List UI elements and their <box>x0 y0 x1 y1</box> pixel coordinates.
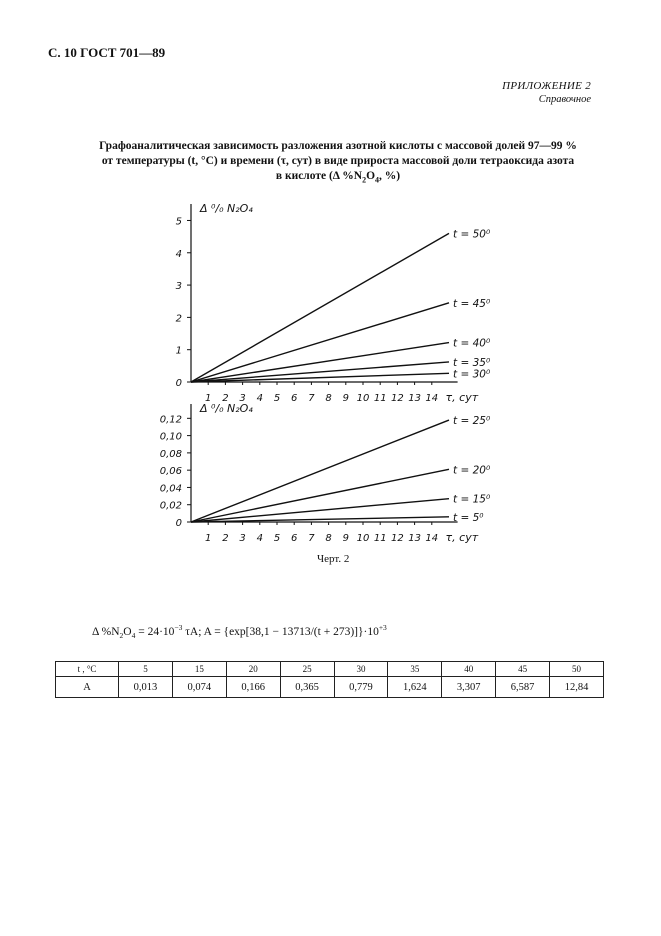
table-cell: 0,365 <box>280 677 334 698</box>
chart1-series-label: t = 50⁰ <box>453 228 491 241</box>
chart2-x-axis-label: τ, сут <box>445 531 479 544</box>
page-header: С. 10 ГОСТ 701—89 <box>48 45 166 60</box>
chart2-y-tick-label: 0,10 <box>159 431 182 443</box>
chart2-series-label: t = 20⁰ <box>453 464 491 477</box>
table-cell: 20 <box>226 662 280 677</box>
chart2-y-tick-label: 0,12 <box>159 414 182 426</box>
chart1-series-label: t = 30⁰ <box>453 368 491 381</box>
chart2-x-tick-label: 11 <box>373 533 387 544</box>
chart1-x-tick-label: 12 <box>391 393 404 404</box>
chart1-y-tick-label: 5 <box>175 216 182 228</box>
table-cell: 40 <box>442 662 496 677</box>
table-cell: 50 <box>550 662 604 677</box>
appendix-label: ПРИЛОЖЕНИЕ 2 <box>502 80 591 92</box>
table-cell: 1,624 <box>388 677 442 698</box>
chart2-series-line <box>191 517 449 522</box>
chart2-y-tick-label: 0,04 <box>159 483 182 495</box>
chart1-x-tick-label: 4 <box>256 393 263 404</box>
table-cell: 25 <box>280 662 334 677</box>
chart1-x-tick-label: 13 <box>408 393 421 404</box>
chart2-x-tick-label: 1 <box>205 533 212 544</box>
chart1-y-tick-label: 3 <box>175 281 182 293</box>
chart1-x-tick-label: 2 <box>222 393 229 404</box>
chart2-x-tick-label: 2 <box>222 533 229 544</box>
title-line-2: от температуры (t, °С) и времени (τ, сут) в виде прироста массовой доли тетраоксида азота <box>101 155 575 167</box>
table-cell: 6,587 <box>496 677 550 698</box>
table-row <box>56 677 604 698</box>
chart2-x-tick-label: 6 <box>291 533 298 544</box>
table-cell: 0,779 <box>334 677 388 698</box>
table-row-label: A <box>56 677 119 698</box>
chart1-x-tick-label: 6 <box>291 393 298 404</box>
chart1-series-line <box>191 343 449 382</box>
chart2-series-line <box>191 499 449 522</box>
table-cell: 12,84 <box>550 677 604 698</box>
chart1-x-tick-label: 1 <box>205 393 212 404</box>
chart1-series-line <box>191 373 449 382</box>
chart2-series-label: t = 15⁰ <box>453 493 491 506</box>
table-cell: 30 <box>334 662 388 677</box>
chart2-x-tick-label: 4 <box>256 533 263 544</box>
chart1-series-line <box>191 233 449 382</box>
chart1-series-label: t = 35⁰ <box>453 356 491 369</box>
appendix-status: Справочное <box>538 94 591 105</box>
chart2-series-line <box>191 420 449 522</box>
table-header-row <box>56 662 604 677</box>
chart1-x-tick-label: 7 <box>308 393 315 404</box>
chart2-x-tick-label: 3 <box>239 533 246 544</box>
chart1-y-tick-label: 1 <box>175 345 182 357</box>
chart1-x-tick-label: 10 <box>356 393 370 404</box>
chart2-series-line <box>191 469 449 522</box>
table-cell: 35 <box>388 662 442 677</box>
chart2-x-tick-label: 7 <box>308 533 315 544</box>
title-line-3: в кислоте (Δ $\%N_2O_4$, %) <box>275 170 401 185</box>
chart2-x-tick-label: 8 <box>325 533 332 544</box>
chart1-y-tick-label: 2 <box>175 313 182 325</box>
chart2-x-tick-label: 14 <box>425 533 439 544</box>
chart1-y-axis-label: Δ ⁰/₀ N₂O₄ <box>200 202 253 215</box>
chart1-series-line <box>191 303 449 382</box>
chart2-series-label: t = 25⁰ <box>453 415 491 428</box>
chart2-x-tick-label: 5 <box>273 533 281 544</box>
table-cell: 45 <box>496 662 550 677</box>
chart1-x-tick-label: 3 <box>239 393 246 404</box>
chart2-x-tick-label: 12 <box>391 533 404 544</box>
chart1-x-tick-label: 9 <box>342 393 349 404</box>
chart2-x-tick-label: 9 <box>342 533 349 544</box>
chart1-x-axis-label: τ, сут <box>445 391 479 404</box>
coefficient-table <box>55 661 604 698</box>
chart1-series-label: t = 40⁰ <box>453 337 491 350</box>
table-cell: 0,074 <box>172 677 226 698</box>
chart2-y-tick-label: 0,08 <box>159 448 182 460</box>
chart1-y-tick-label: 0 <box>175 378 182 389</box>
chart2-y-tick-label: 0,06 <box>159 466 182 478</box>
table-cell: 5 <box>119 662 173 677</box>
chart2-y-axis-label: Δ ⁰/₀ N₂O₄ <box>200 402 253 415</box>
chart2-y-tick-label: 0,02 <box>159 500 182 512</box>
table-cell: 15 <box>172 662 226 677</box>
figure-caption: Черт. 2 <box>317 553 350 565</box>
chart1-series-line <box>191 362 449 382</box>
chart2-series-label: t = 5⁰ <box>453 511 484 524</box>
chart2-x-tick-label: 10 <box>356 533 370 544</box>
chart1-x-tick-label: 5 <box>273 393 281 404</box>
table-cell: 3,307 <box>442 677 496 698</box>
chart2-x-tick-label: 13 <box>408 533 421 544</box>
chart1-x-tick-label: 11 <box>373 393 387 404</box>
chart1-x-tick-label: 14 <box>425 393 439 404</box>
chart1-series-label: t = 45⁰ <box>453 297 491 310</box>
table-cell: 0,166 <box>226 677 280 698</box>
table-header-label: t , °C <box>56 662 119 677</box>
chart2-y-tick-label: 0 <box>175 518 182 529</box>
table-cell: 0,013 <box>119 677 173 698</box>
chart1-x-tick-label: 8 <box>325 393 332 404</box>
formula: Δ $\%N_2O_4 = 24\cdot 10^{-3}$ τA; $A = \{\exp[38,1 - 13713/(t + 273)]\}\cdot 10^{+3}$ <box>92 623 387 641</box>
title-line-1: Графоаналитическая зависимость разложения азотной кислоты с массовой долей 97—99 % <box>99 140 577 152</box>
chart1-y-tick-label: 4 <box>175 248 182 260</box>
